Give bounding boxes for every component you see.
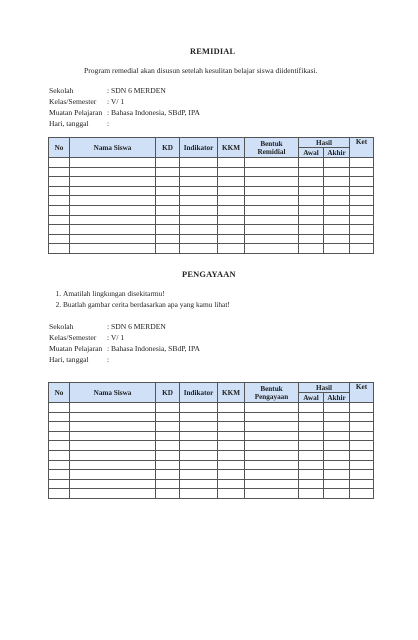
info-row-sekolah (49, 322, 166, 331)
table-cell (324, 470, 350, 480)
pengayaan-title: PENGAYAAN (182, 270, 236, 279)
table-cell (70, 167, 156, 177)
table-cell (299, 225, 324, 235)
table-cell (350, 422, 374, 432)
table-cell (180, 460, 218, 470)
table-cell (350, 460, 374, 470)
table-cell (156, 489, 180, 499)
header-indikator: Indikator (180, 383, 218, 403)
table-cell (156, 234, 180, 244)
table-cell (180, 450, 218, 460)
remidial-title: REMIDIAL (190, 47, 236, 56)
info-row-sekolah (49, 86, 166, 95)
table-cell (245, 186, 299, 196)
table-cell (70, 431, 156, 441)
remidial-table-body (49, 158, 374, 254)
table-row (49, 470, 374, 480)
table-row (49, 244, 374, 254)
table-cell (245, 412, 299, 422)
table-cell (49, 186, 70, 196)
table-cell (49, 470, 70, 480)
table-cell (299, 431, 324, 441)
table-cell (156, 460, 180, 470)
table-cell (218, 422, 245, 432)
table-cell (299, 470, 324, 480)
table-cell (70, 422, 156, 432)
header-no: No (49, 383, 70, 403)
table-row (49, 489, 374, 499)
header-kkm: KKM (218, 138, 245, 158)
table-cell (245, 225, 299, 235)
table-cell (245, 431, 299, 441)
table-cell (324, 244, 350, 254)
info-row-hari (49, 355, 109, 364)
info-row-muatan (49, 344, 200, 353)
table-cell (245, 460, 299, 470)
table-cell (180, 196, 218, 206)
info-value: : V/ 1 (107, 97, 125, 106)
table-cell (299, 403, 324, 413)
table-cell (324, 441, 350, 451)
table-cell (49, 177, 70, 187)
table-cell (180, 186, 218, 196)
remidial-table (48, 137, 374, 254)
header-indikator: Indikator (180, 138, 218, 158)
table-cell (245, 450, 299, 460)
table-cell (156, 422, 180, 432)
remidial-intro: Program remedial akan disusun setelah kesulitan belajar siswa diidentifikasi. (84, 66, 318, 75)
table-cell (324, 403, 350, 413)
info-label: Kelas/Semester (49, 333, 97, 342)
table-cell (156, 450, 180, 460)
info-label: Kelas/Semester (49, 97, 97, 106)
table-cell (245, 234, 299, 244)
table-cell (350, 158, 374, 168)
table-cell (324, 479, 350, 489)
table-cell (156, 479, 180, 489)
table-cell (350, 450, 374, 460)
table-row (49, 460, 374, 470)
info-value: : SDN 6 MERDEN (107, 322, 166, 331)
table-cell (245, 489, 299, 499)
table-cell (324, 460, 350, 470)
table-cell (156, 205, 180, 215)
table-cell (70, 460, 156, 470)
table-cell (350, 177, 374, 187)
table-cell (324, 186, 350, 196)
table-cell (49, 196, 70, 206)
table-cell (70, 479, 156, 489)
info-label: Hari, tanggal (49, 355, 89, 364)
table-cell (218, 215, 245, 225)
table-cell (218, 158, 245, 168)
table-cell (299, 196, 324, 206)
table-cell (245, 470, 299, 480)
table-cell (70, 205, 156, 215)
table-cell (180, 244, 218, 254)
pengayaan-table-body (49, 403, 374, 499)
table-cell (218, 450, 245, 460)
table-cell (156, 431, 180, 441)
table-cell (350, 244, 374, 254)
table-row (49, 479, 374, 489)
table-cell (324, 196, 350, 206)
table-cell (245, 441, 299, 451)
table-cell (350, 441, 374, 451)
info-label: Muatan Pelajaran (49, 344, 103, 353)
table-cell (156, 225, 180, 235)
table-cell (299, 205, 324, 215)
table-cell (180, 234, 218, 244)
table-cell (49, 460, 70, 470)
table-cell (49, 431, 70, 441)
table-cell (299, 244, 324, 254)
table-cell (180, 470, 218, 480)
table-cell (245, 422, 299, 432)
table-cell (324, 450, 350, 460)
table-cell (350, 205, 374, 215)
table-cell (156, 244, 180, 254)
table-cell (350, 470, 374, 480)
table-cell (180, 403, 218, 413)
table-cell (70, 244, 156, 254)
info-label: Sekolah (49, 86, 74, 95)
table-cell (299, 158, 324, 168)
header-bentuk-remidial: Bentuk Remidial (245, 138, 299, 158)
table-cell (180, 205, 218, 215)
table-cell (70, 215, 156, 225)
header-ket: Ket (350, 138, 374, 158)
table-cell (70, 470, 156, 480)
table-cell (70, 441, 156, 451)
table-row (49, 167, 374, 177)
table-cell (156, 441, 180, 451)
table-cell (245, 177, 299, 187)
table-cell (245, 167, 299, 177)
table-cell (218, 225, 245, 235)
table-cell (180, 158, 218, 168)
table-cell (299, 489, 324, 499)
table-cell (70, 450, 156, 460)
table-cell (70, 489, 156, 499)
table-cell (180, 177, 218, 187)
table-cell (324, 177, 350, 187)
pengayaan-table (48, 382, 374, 499)
table-cell (245, 196, 299, 206)
table-cell (156, 167, 180, 177)
table-cell (245, 479, 299, 489)
table-cell (156, 470, 180, 480)
table-cell (299, 412, 324, 422)
table-cell (70, 177, 156, 187)
header-ket: Ket (350, 383, 374, 403)
table-cell (350, 403, 374, 413)
table-cell (70, 403, 156, 413)
table-cell (324, 167, 350, 177)
table-cell (49, 479, 70, 489)
info-value: : SDN 6 MERDEN (107, 86, 166, 95)
table-cell (218, 479, 245, 489)
table-cell (245, 215, 299, 225)
info-row-kelas (49, 97, 124, 106)
header-nama-siswa: Nama Siswa (70, 383, 156, 403)
table-cell (156, 412, 180, 422)
table-cell (324, 205, 350, 215)
table-cell (49, 441, 70, 451)
table-cell (180, 489, 218, 499)
table-row (49, 441, 374, 451)
table-cell (218, 403, 245, 413)
table-cell (350, 186, 374, 196)
table-row (49, 431, 374, 441)
table-cell (299, 215, 324, 225)
table-cell (245, 158, 299, 168)
header-kkm: KKM (218, 383, 245, 403)
table-cell (350, 479, 374, 489)
table-cell (156, 177, 180, 187)
table-cell (324, 158, 350, 168)
table-cell (350, 431, 374, 441)
table-row (49, 215, 374, 225)
table-cell (218, 234, 245, 244)
table-cell (324, 431, 350, 441)
table-cell (299, 177, 324, 187)
table-cell (180, 431, 218, 441)
table-cell (49, 450, 70, 460)
table-cell (70, 412, 156, 422)
table-cell (218, 431, 245, 441)
header-awal: Awal (299, 148, 324, 158)
header-akhir: Akhir (324, 148, 350, 158)
table-cell (70, 196, 156, 206)
table-cell (49, 158, 70, 168)
table-cell (49, 403, 70, 413)
table-cell (350, 167, 374, 177)
table-cell (49, 215, 70, 225)
table-cell (49, 412, 70, 422)
table-cell (218, 244, 245, 254)
table-cell (218, 470, 245, 480)
table-cell (218, 196, 245, 206)
table-cell (156, 215, 180, 225)
table-cell (156, 158, 180, 168)
header-awal: Awal (299, 393, 324, 403)
info-value: : (107, 355, 110, 364)
header-kd: KD (156, 138, 180, 158)
info-value: : Bahasa Indonesia, SBdP, IPA (107, 108, 200, 117)
table-cell (350, 196, 374, 206)
table-cell (218, 167, 245, 177)
header-bentuk-pengayaan: Bentuk Pengayaan (245, 383, 299, 403)
info-value: : Bahasa Indonesia, SBdP, IPA (107, 344, 200, 353)
table-cell (218, 186, 245, 196)
table-cell (180, 422, 218, 432)
table-cell (350, 234, 374, 244)
header-kd: KD (156, 383, 180, 403)
table-cell (218, 412, 245, 422)
table-cell (350, 215, 374, 225)
table-cell (299, 234, 324, 244)
table-cell (49, 225, 70, 235)
table-cell (218, 441, 245, 451)
info-row-hari (49, 119, 109, 128)
table-cell (180, 215, 218, 225)
table-cell (350, 412, 374, 422)
table-cell (49, 244, 70, 254)
table-row (49, 205, 374, 215)
header-no: No (49, 138, 70, 158)
table-cell (70, 186, 156, 196)
table-row (49, 158, 374, 168)
table-cell (350, 225, 374, 235)
info-value: : (107, 119, 110, 128)
table-cell (180, 479, 218, 489)
table-row (49, 403, 374, 413)
table-cell (180, 167, 218, 177)
table-cell (299, 450, 324, 460)
list-item: 2. Buatlah gambar cerita berdasarkan apa yang kamu lihat! (63, 300, 230, 311)
table-row (49, 234, 374, 244)
table-row (49, 412, 374, 422)
table-cell (218, 177, 245, 187)
table-cell (218, 205, 245, 215)
table-cell (299, 460, 324, 470)
table-cell (70, 158, 156, 168)
table-cell (299, 422, 324, 432)
table-cell (49, 167, 70, 177)
table-cell (218, 489, 245, 499)
table-cell (218, 460, 245, 470)
info-row-kelas (49, 333, 124, 342)
table-row (49, 450, 374, 460)
table-cell (324, 234, 350, 244)
table-cell (324, 422, 350, 432)
header-akhir: Akhir (324, 393, 350, 403)
table-row (49, 225, 374, 235)
info-row-muatan (49, 108, 200, 117)
table-cell (324, 412, 350, 422)
header-nama-siswa: Nama Siswa (70, 138, 156, 158)
table-cell (156, 403, 180, 413)
table-cell (299, 186, 324, 196)
table-cell (49, 205, 70, 215)
list-item: 1. Amatilah lingkungan disekitarmu! (63, 289, 230, 300)
table-cell (245, 403, 299, 413)
table-cell (324, 489, 350, 499)
table-cell (49, 489, 70, 499)
info-label: Hari, tanggal (49, 119, 89, 128)
info-label: Muatan Pelajaran (49, 108, 103, 117)
info-value: : V/ 1 (107, 333, 125, 342)
pengayaan-task-list (49, 289, 230, 310)
table-cell (324, 215, 350, 225)
table-cell (70, 234, 156, 244)
table-cell (245, 205, 299, 215)
table-cell (156, 196, 180, 206)
header-hasil: Hasil (299, 383, 350, 393)
table-cell (299, 479, 324, 489)
table-row (49, 196, 374, 206)
table-cell (299, 441, 324, 451)
table-cell (299, 167, 324, 177)
table-cell (180, 441, 218, 451)
table-row (49, 177, 374, 187)
table-row (49, 186, 374, 196)
table-cell (180, 225, 218, 235)
table-cell (245, 244, 299, 254)
table-cell (70, 225, 156, 235)
table-cell (180, 412, 218, 422)
info-label: Sekolah (49, 322, 74, 331)
table-cell (156, 186, 180, 196)
table-cell (49, 234, 70, 244)
table-row (49, 422, 374, 432)
table-cell (49, 422, 70, 432)
table-cell (324, 225, 350, 235)
table-cell (350, 489, 374, 499)
header-hasil: Hasil (299, 138, 350, 148)
